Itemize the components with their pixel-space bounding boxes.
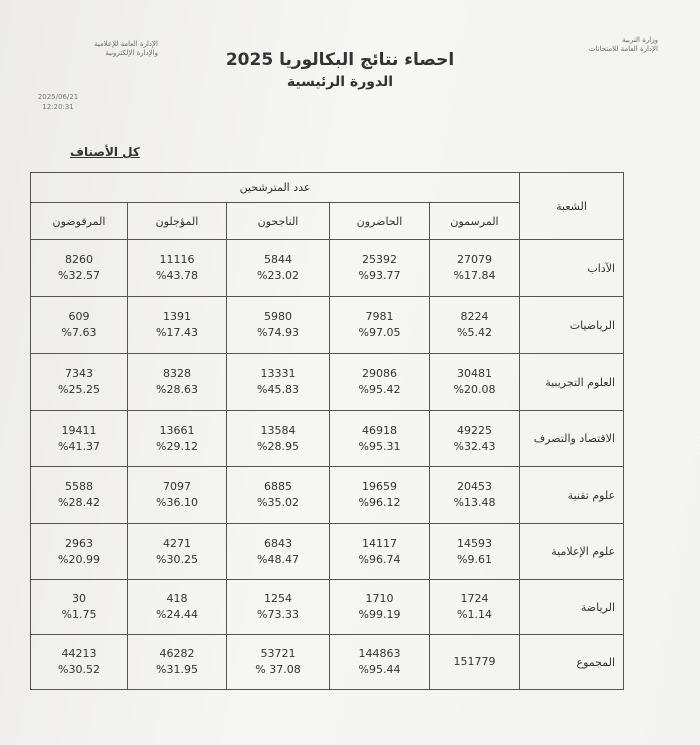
cell-registered-percent: %1.14 bbox=[457, 608, 492, 621]
cell-rejected bbox=[31, 240, 128, 297]
cell-passed-percent: %28.95 bbox=[257, 439, 299, 453]
cell-registered-count: 1724 bbox=[460, 592, 489, 605]
cell-rejected bbox=[31, 467, 128, 524]
header-right-organization bbox=[548, 36, 658, 54]
table-row bbox=[31, 354, 624, 411]
cell-present bbox=[330, 240, 430, 297]
cell-rejected-percent: %32.57 bbox=[58, 269, 100, 282]
cell-rejected-percent: %25.25 bbox=[58, 383, 100, 396]
cell-passed-count: 6885 bbox=[264, 480, 292, 493]
table-row bbox=[31, 580, 624, 635]
column-header-present: الحاضرون bbox=[330, 203, 430, 240]
cell-registered-count: 20453 bbox=[457, 480, 493, 493]
cell-registered-count: 151779 bbox=[453, 655, 496, 668]
cell-passed bbox=[227, 297, 330, 354]
cell-registered bbox=[430, 411, 520, 467]
cell-deferred bbox=[128, 467, 227, 524]
column-header-registered: المرسمون bbox=[430, 203, 520, 240]
results-table bbox=[30, 172, 624, 690]
page-title: احصاء نتائج البكالوريا 2025 bbox=[225, 50, 455, 70]
cell-registered-count: 14593 bbox=[457, 536, 493, 550]
cell-deferred-percent: %24.44 bbox=[156, 608, 198, 621]
cell-present bbox=[330, 297, 430, 354]
cell-deferred bbox=[128, 297, 227, 354]
cell-registered-percent: %9.61 bbox=[457, 552, 492, 566]
header-left-line2: والإدارة الإلكترونية bbox=[105, 49, 158, 57]
cell-passed-count: 53721 bbox=[260, 647, 296, 660]
cell-present-count: 7981 bbox=[365, 310, 394, 323]
cell-passed-percent: %73.33 bbox=[257, 608, 299, 621]
cell-registered-count: 49225 bbox=[457, 423, 493, 437]
cell-passed-count: 13584 bbox=[260, 423, 296, 437]
cell-present-percent: %96.74 bbox=[358, 552, 401, 566]
cell-present-count: 19659 bbox=[362, 480, 397, 493]
header-left-line1: الإدارة العامة للإعلامية bbox=[94, 40, 158, 48]
cell-rejected-count: 19411 bbox=[61, 423, 97, 437]
cell-deferred-percent: %29.12 bbox=[156, 439, 198, 453]
cell-passed bbox=[227, 354, 330, 411]
cell-registered-percent: %32.43 bbox=[453, 439, 496, 453]
cell-passed-percent: %23.02 bbox=[257, 269, 299, 282]
branch-column-header: الشعبة bbox=[520, 173, 624, 240]
cell-present bbox=[330, 580, 430, 635]
cell-present-percent: %93.77 bbox=[358, 269, 401, 282]
cell-rejected-count: 8260 bbox=[65, 253, 93, 266]
branch-name: علوم الإعلامية bbox=[551, 545, 616, 558]
page-subtitle: الدورة الرئيسية bbox=[286, 74, 394, 90]
cell-rejected-count: 5588 bbox=[65, 480, 93, 493]
branch-name: الآداب bbox=[587, 261, 616, 275]
cell-passed-percent: %35.02 bbox=[257, 496, 299, 509]
cell-rejected bbox=[31, 297, 128, 354]
cell-registered-count: 8224 bbox=[460, 310, 489, 323]
cell-branch bbox=[520, 635, 624, 690]
cell-deferred-percent: %28.63 bbox=[156, 383, 198, 396]
cell-present-percent: %95.31 bbox=[358, 439, 401, 453]
branch-name: المجموع bbox=[576, 655, 616, 669]
cell-deferred-percent: %31.95 bbox=[156, 663, 198, 676]
cell-registered bbox=[430, 467, 520, 524]
cell-rejected-count: 30 bbox=[72, 592, 86, 605]
cell-deferred bbox=[128, 580, 227, 635]
cell-present bbox=[330, 524, 430, 580]
cell-passed bbox=[227, 411, 330, 467]
table-row bbox=[31, 411, 624, 467]
cell-registered-count: 27079 bbox=[457, 253, 493, 266]
cell-passed-percent: %74.93 bbox=[257, 326, 299, 339]
cell-present bbox=[330, 467, 430, 524]
table-row bbox=[31, 524, 624, 580]
cell-deferred bbox=[128, 411, 227, 467]
cell-rejected-count: 2963 bbox=[65, 536, 93, 550]
header-left-organization bbox=[38, 40, 158, 58]
print-date: 2025/06/21 bbox=[37, 93, 79, 101]
results-table-body bbox=[31, 240, 624, 690]
category-label: كل الأصناف bbox=[70, 145, 140, 159]
cell-present-count: 29086 bbox=[362, 367, 397, 380]
branch-name: الاقتصاد والتصرف bbox=[533, 432, 616, 445]
cell-branch bbox=[520, 467, 624, 524]
header-right-line2: الإدارة العامة للامتحانات bbox=[588, 45, 658, 53]
cell-rejected bbox=[31, 354, 128, 411]
branch-name: العلوم التجريبية bbox=[545, 375, 616, 389]
cell-registered bbox=[430, 297, 520, 354]
cell-passed-percent: %45.83 bbox=[257, 383, 299, 396]
cell-deferred-count: 1391 bbox=[163, 310, 191, 323]
cell-present-percent: %99.19 bbox=[358, 608, 401, 621]
cell-passed bbox=[227, 467, 330, 524]
table-row bbox=[31, 240, 624, 297]
cell-deferred-count: 13661 bbox=[159, 423, 195, 437]
cell-deferred-percent: %43.78 bbox=[156, 269, 198, 282]
cell-registered bbox=[430, 354, 520, 411]
cell-rejected-count: 609 bbox=[68, 310, 90, 323]
column-header-deferred: المؤجلون bbox=[128, 203, 227, 240]
cell-rejected-count: 44213 bbox=[61, 647, 97, 660]
cell-present-count: 1710 bbox=[365, 592, 394, 605]
cell-registered bbox=[430, 524, 520, 580]
cell-branch bbox=[520, 240, 624, 297]
table-row bbox=[31, 467, 624, 524]
cell-deferred bbox=[128, 354, 227, 411]
cell-registered-percent: %17.84 bbox=[453, 269, 496, 282]
cell-rejected bbox=[31, 580, 128, 635]
cell-passed-count: 5844 bbox=[264, 253, 292, 266]
cell-present bbox=[330, 354, 430, 411]
cell-present-percent: %95.44 bbox=[358, 663, 401, 676]
cell-rejected-percent: %1.75 bbox=[61, 608, 97, 621]
cell-deferred bbox=[128, 524, 227, 580]
cell-present-count: 25392 bbox=[362, 253, 397, 266]
cell-registered bbox=[430, 580, 520, 635]
cell-registered bbox=[430, 240, 520, 297]
cell-registered-count: 30481 bbox=[457, 367, 493, 380]
cell-passed-count: 6843 bbox=[264, 536, 292, 550]
cell-deferred-count: 4271 bbox=[163, 536, 191, 550]
cell-deferred bbox=[128, 635, 227, 690]
cell-registered-percent: %5.42 bbox=[457, 326, 492, 339]
branch-name: علوم تقنية bbox=[567, 488, 616, 502]
table-row bbox=[31, 635, 624, 690]
cell-passed bbox=[227, 524, 330, 580]
print-time: 12:20:31 bbox=[42, 103, 74, 111]
candidates-group-header: عدد المترشحين bbox=[31, 173, 520, 203]
cell-registered-percent: %20.08 bbox=[453, 383, 496, 396]
cell-passed-count: 5980 bbox=[264, 310, 292, 323]
cell-present bbox=[330, 635, 430, 690]
cell-branch bbox=[520, 580, 624, 635]
print-datetime bbox=[28, 92, 88, 112]
cell-deferred-percent: %17.43 bbox=[156, 326, 198, 339]
cell-deferred-count: 418 bbox=[166, 592, 188, 605]
cell-deferred-count: 46282 bbox=[159, 647, 195, 660]
cell-passed-percent: %48.47 bbox=[257, 552, 299, 566]
cell-present-percent: %97.05 bbox=[358, 326, 401, 339]
branch-name: الرياضيات bbox=[569, 318, 616, 332]
cell-branch bbox=[520, 524, 624, 580]
branch-name: الرياضة bbox=[580, 600, 616, 614]
cell-rejected bbox=[31, 635, 128, 690]
cell-registered-percent: %13.48 bbox=[453, 496, 496, 509]
cell-branch bbox=[520, 411, 624, 467]
header-right-line1: وزارة التربية bbox=[622, 36, 658, 44]
column-header-passed: الناجحون bbox=[227, 203, 330, 240]
cell-branch bbox=[520, 297, 624, 354]
cell-deferred-count: 7097 bbox=[163, 480, 191, 493]
cell-present-percent: %95.42 bbox=[358, 383, 401, 396]
cell-rejected-percent: %41.37 bbox=[58, 439, 100, 453]
cell-deferred bbox=[128, 240, 227, 297]
cell-present-count: 14117 bbox=[362, 536, 397, 550]
cell-registered bbox=[430, 635, 520, 690]
cell-rejected bbox=[31, 411, 128, 467]
cell-present-count: 144863 bbox=[358, 647, 401, 660]
cell-present bbox=[330, 411, 430, 467]
cell-rejected-percent: %28.42 bbox=[58, 496, 100, 509]
cell-passed bbox=[227, 580, 330, 635]
cell-passed bbox=[227, 635, 330, 690]
cell-deferred-percent: %30.25 bbox=[156, 552, 198, 566]
cell-rejected-count: 7343 bbox=[65, 367, 93, 380]
cell-branch bbox=[520, 354, 624, 411]
cell-passed bbox=[227, 240, 330, 297]
cell-passed-count: 13331 bbox=[260, 367, 296, 380]
cell-deferred-count: 8328 bbox=[163, 367, 191, 380]
cell-rejected bbox=[31, 524, 128, 580]
column-header-rejected: المرفوضون bbox=[31, 203, 128, 240]
cell-deferred-percent: %36.10 bbox=[156, 496, 198, 509]
cell-passed-count: 1254 bbox=[264, 592, 292, 605]
cell-deferred-count: 11116 bbox=[159, 253, 195, 266]
cell-present-count: 46918 bbox=[362, 423, 397, 437]
cell-present-percent: %96.12 bbox=[358, 496, 401, 509]
cell-rejected-percent: %20.99 bbox=[58, 552, 100, 566]
cell-passed-percent: % 37.08 bbox=[255, 663, 301, 676]
cell-rejected-percent: %7.63 bbox=[61, 326, 97, 339]
table-row bbox=[31, 297, 624, 354]
cell-rejected-percent: %30.52 bbox=[58, 663, 100, 676]
